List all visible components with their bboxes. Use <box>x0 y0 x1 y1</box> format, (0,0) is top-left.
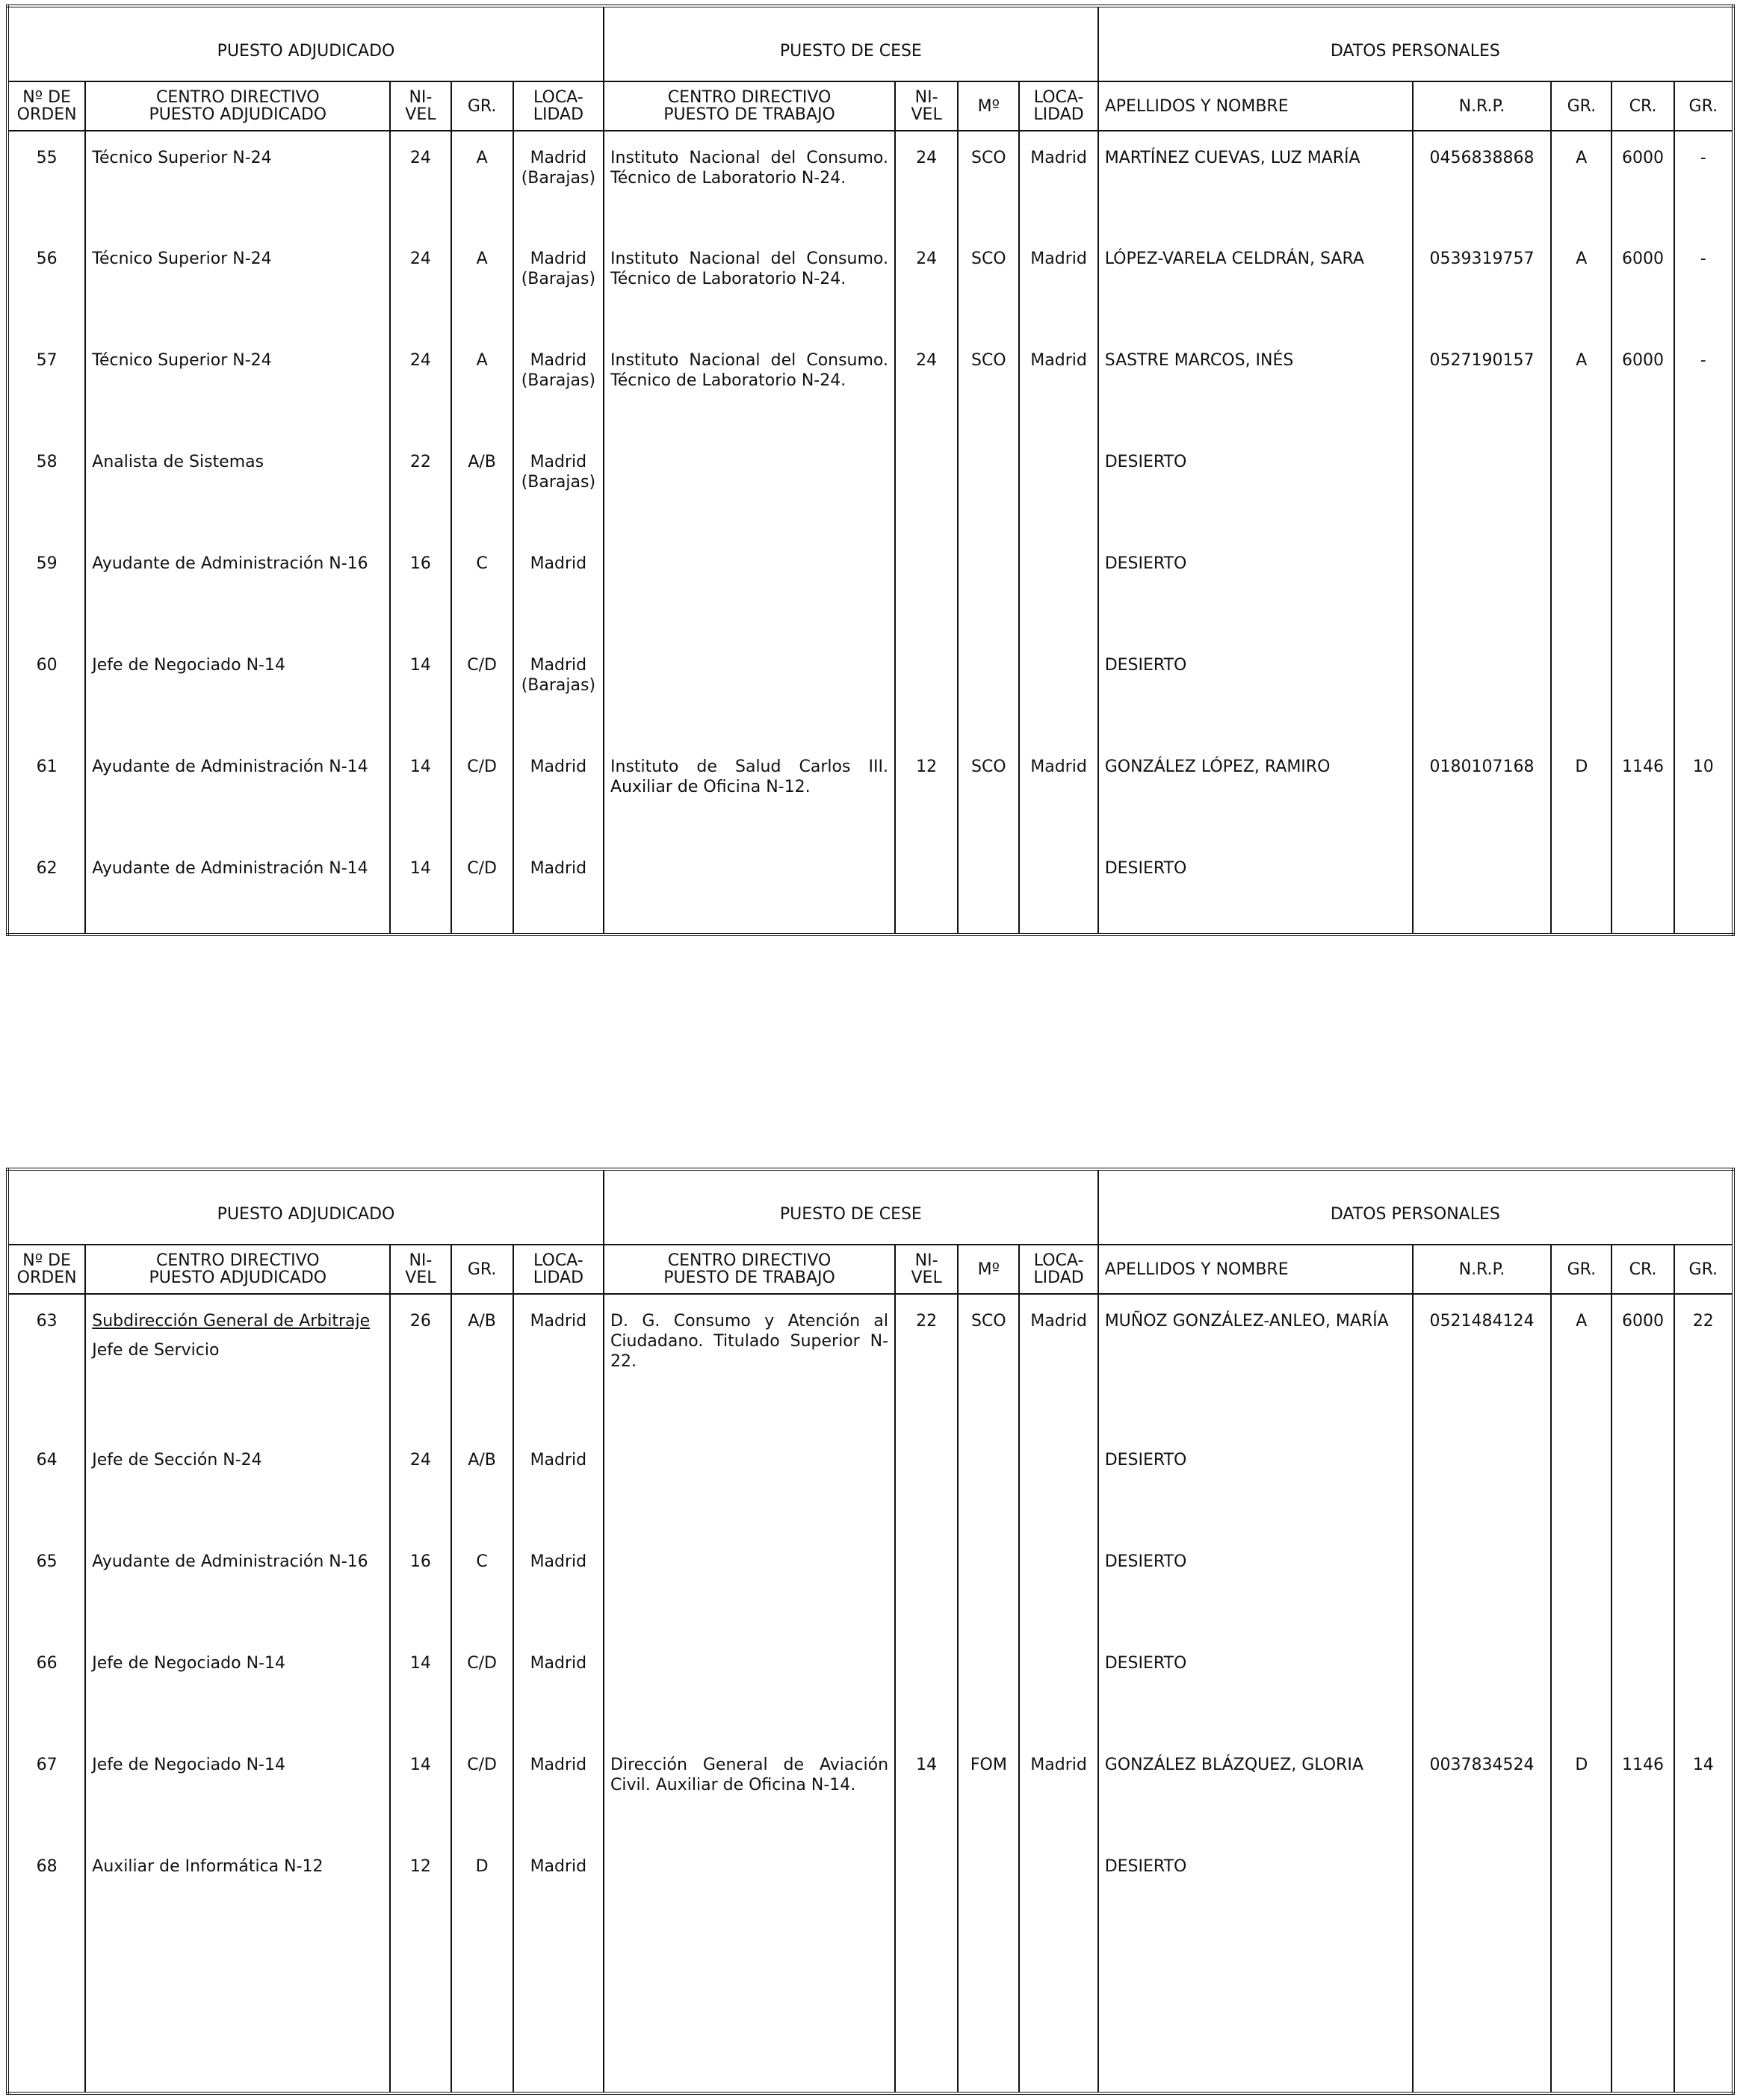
localidad-cell: Madrid (Barajas) <box>513 232 604 334</box>
table-row <box>7 1637 1733 1738</box>
localidad-cell: Madrid (Barajas) <box>513 131 604 232</box>
nrp-cell: 0456838868 <box>1413 131 1551 232</box>
table-1 <box>6 4 1735 936</box>
col-apellidos: APELLIDOS Y NOMBRE <box>1098 1245 1413 1294</box>
localidad-cell: Madrid <box>513 1738 604 1840</box>
gr-cell: A/B <box>451 1294 513 1434</box>
cese-localidad-cell <box>1019 537 1097 639</box>
cr-cell: 6000 <box>1611 1294 1674 1434</box>
cr-cell: 6000 <box>1611 131 1674 232</box>
filler-row <box>7 1942 1733 2093</box>
localidad-cell: Madrid <box>513 1294 604 1434</box>
cese-centro-cell <box>604 1637 895 1738</box>
empty-cell <box>1551 917 1611 935</box>
gr-personal-cell <box>1551 537 1611 639</box>
orden-cell: 61 <box>7 740 85 842</box>
group-header-row <box>7 6 1733 81</box>
empty-cell <box>1413 1942 1551 2093</box>
nivel-cell: 16 <box>390 1535 451 1637</box>
col-localidad: LOCA- LIDAD <box>513 81 604 131</box>
empty-cell <box>513 917 604 935</box>
localidad-cell: Madrid <box>513 1840 604 1942</box>
puesto-text: Jefe de Servicio <box>92 1341 220 1360</box>
empty-cell <box>1413 917 1551 935</box>
cese-centro-cell <box>604 1434 895 1535</box>
ministerio-cell: FOM <box>958 1738 1019 1840</box>
gr-personal-cell <box>1551 639 1611 740</box>
ministerio-cell <box>958 436 1019 537</box>
ministerio-cell: SCO <box>958 232 1019 334</box>
localidad-cell: Madrid (Barajas) <box>513 436 604 537</box>
empty-cell <box>1019 917 1097 935</box>
empty-cell <box>958 1942 1019 2093</box>
col-centro-adjudicado: CENTRO DIRECTIVO PUESTO ADJUDICADO <box>85 1245 390 1294</box>
puesto-adjudicado-cell: Ayudante de Administración N-14 <box>85 842 390 917</box>
nrp-cell: 0521484124 <box>1413 1294 1551 1434</box>
cese-localidad-cell: Madrid <box>1019 1294 1097 1434</box>
cese-localidad-cell <box>1019 1637 1097 1738</box>
gr2-cell <box>1674 842 1733 917</box>
puesto-adjudicado-cell: Ayudante de Administración N-16 <box>85 1535 390 1637</box>
cese-nivel-cell <box>895 436 958 537</box>
col-centro-cese: CENTRO DIRECTIVO PUESTO DE TRABAJO <box>604 81 895 131</box>
gr2-cell <box>1674 1535 1733 1637</box>
col-gr-personal: GR. <box>1551 81 1611 131</box>
table-row <box>7 740 1733 842</box>
gr-cell: A <box>451 232 513 334</box>
nrp-cell: 0527190157 <box>1413 334 1551 436</box>
col-gr2: GR. <box>1674 81 1733 131</box>
table-row <box>7 334 1733 436</box>
cr-cell: 1146 <box>1611 740 1674 842</box>
table-row <box>7 842 1733 917</box>
puesto-adjudicado-cell: Jefe de Negociado N-14 <box>85 1738 390 1840</box>
gr-cell: A <box>451 131 513 232</box>
cese-centro-cell <box>604 537 895 639</box>
cese-nivel-cell: 24 <box>895 232 958 334</box>
filler-row <box>7 917 1733 935</box>
cese-nivel-cell <box>895 842 958 917</box>
col-localidad: LOCA- LIDAD <box>513 1245 604 1294</box>
table-2-body <box>7 1294 1733 2093</box>
orden-cell: 63 <box>7 1294 85 1434</box>
cr-cell: 6000 <box>1611 232 1674 334</box>
cr-cell: 1146 <box>1611 1738 1674 1840</box>
orden-cell: 64 <box>7 1434 85 1535</box>
cese-localidad-cell <box>1019 1434 1097 1535</box>
gr2-cell <box>1674 639 1733 740</box>
cese-nivel-cell: 12 <box>895 740 958 842</box>
empty-cell <box>390 1942 451 2093</box>
table-row <box>7 436 1733 537</box>
gr2-cell <box>1674 537 1733 639</box>
col-cese-localidad: LOCA- LIDAD <box>1019 81 1097 131</box>
col-cr: CR. <box>1611 81 1674 131</box>
empty-cell <box>451 917 513 935</box>
gr-cell: C/D <box>451 740 513 842</box>
nivel-cell: 24 <box>390 232 451 334</box>
gr-personal-cell <box>1551 436 1611 537</box>
gr-personal-cell <box>1551 1840 1611 1942</box>
nombre-cell: GONZÁLEZ LÓPEZ, RAMIRO <box>1098 740 1413 842</box>
localidad-cell: Madrid <box>513 1637 604 1738</box>
cese-centro-cell <box>604 1840 895 1942</box>
col-nivel: NI- VEL <box>390 1245 451 1294</box>
gr-cell: A/B <box>451 1434 513 1535</box>
nombre-cell: MARTÍNEZ CUEVAS, LUZ MARÍA <box>1098 131 1413 232</box>
cr-cell <box>1611 537 1674 639</box>
gr2-cell: 22 <box>1674 1294 1733 1434</box>
nrp-cell <box>1413 537 1551 639</box>
cr-cell <box>1611 1535 1674 1637</box>
col-gr: GR. <box>451 1245 513 1294</box>
cese-centro-cell: Instituto Nacional del Consumo. Técnico de Laboratorio N-24. <box>604 232 895 334</box>
nivel-cell: 14 <box>390 639 451 740</box>
empty-cell <box>1551 1942 1611 2093</box>
gr-cell: C/D <box>451 1738 513 1840</box>
col-cr: CR. <box>1611 1245 1674 1294</box>
table-row <box>7 1840 1733 1942</box>
nombre-cell: DESIERTO <box>1098 436 1413 537</box>
empty-cell <box>85 917 390 935</box>
empty-cell <box>1611 917 1674 935</box>
ministerio-cell <box>958 537 1019 639</box>
orden-cell: 55 <box>7 131 85 232</box>
group-puesto-adjudicado: PUESTO ADJUDICADO <box>7 6 604 81</box>
nombre-cell: DESIERTO <box>1098 842 1413 917</box>
group-header-row <box>7 1169 1733 1245</box>
nrp-cell <box>1413 1840 1551 1942</box>
nombre-cell: DESIERTO <box>1098 639 1413 740</box>
empty-cell <box>1019 1942 1097 2093</box>
puesto-adjudicado-cell: Técnico Superior N-24 <box>85 232 390 334</box>
empty-cell <box>1674 1942 1733 2093</box>
nombre-cell: GONZÁLEZ BLÁZQUEZ, GLORIA <box>1098 1738 1413 1840</box>
cr-cell <box>1611 436 1674 537</box>
gr-personal-cell: D <box>1551 1738 1611 1840</box>
orden-cell: 59 <box>7 537 85 639</box>
ministerio-cell: SCO <box>958 740 1019 842</box>
nivel-cell: 22 <box>390 436 451 537</box>
table-row <box>7 1535 1733 1637</box>
nombre-cell: MUÑOZ GONZÁLEZ-ANLEO, MARÍA <box>1098 1294 1413 1434</box>
cese-nivel-cell <box>895 1535 958 1637</box>
col-ministerio: Mº <box>958 81 1019 131</box>
ministerio-cell: SCO <box>958 334 1019 436</box>
empty-cell <box>604 1942 895 2093</box>
cese-centro-cell: Instituto Nacional del Consumo. Técnico de Laboratorio N-24. <box>604 334 895 436</box>
gr-cell: C/D <box>451 1637 513 1738</box>
nrp-cell: 0180107168 <box>1413 740 1551 842</box>
gr-cell: C <box>451 1535 513 1637</box>
nivel-cell: 16 <box>390 537 451 639</box>
gr-cell: C <box>451 537 513 639</box>
col-cese-nivel: NI- VEL <box>895 81 958 131</box>
empty-cell <box>7 1942 85 2093</box>
gr-cell: A/B <box>451 436 513 537</box>
nrp-cell <box>1413 1535 1551 1637</box>
localidad-cell: Madrid (Barajas) <box>513 334 604 436</box>
gr2-cell: - <box>1674 232 1733 334</box>
gr2-cell <box>1674 1840 1733 1942</box>
cese-localidad-cell: Madrid <box>1019 232 1097 334</box>
nombre-cell: DESIERTO <box>1098 1637 1413 1738</box>
gr-personal-cell <box>1551 1637 1611 1738</box>
nombre-cell: SASTRE MARCOS, INÉS <box>1098 334 1413 436</box>
cese-centro-cell: Instituto Nacional del Consumo. Técnico de Laboratorio N-24. <box>604 131 895 232</box>
ministerio-cell <box>958 639 1019 740</box>
empty-cell <box>1098 1942 1413 2093</box>
nrp-cell <box>1413 1434 1551 1535</box>
nivel-cell: 14 <box>390 842 451 917</box>
cese-nivel-cell <box>895 639 958 740</box>
nivel-cell: 24 <box>390 1434 451 1535</box>
cese-centro-cell <box>604 639 895 740</box>
nivel-cell: 26 <box>390 1294 451 1434</box>
gr-cell: D <box>451 1840 513 1942</box>
localidad-cell: Madrid <box>513 1535 604 1637</box>
col-centro-cese: CENTRO DIRECTIVO PUESTO DE TRABAJO <box>604 1245 895 1294</box>
col-orden: Nº DE ORDEN <box>7 81 85 131</box>
column-header-row <box>7 81 1733 131</box>
subheading: Subdirección General de Arbitraje <box>92 1312 371 1331</box>
cese-nivel-cell <box>895 1840 958 1942</box>
nivel-cell: 14 <box>390 1637 451 1738</box>
empty-cell <box>85 1942 390 2093</box>
localidad-cell: Madrid <box>513 1434 604 1535</box>
cese-localidad-cell <box>1019 842 1097 917</box>
cese-localidad-cell <box>1019 639 1097 740</box>
group-puesto-cese: PUESTO DE CESE <box>604 6 1098 81</box>
group-datos-personales: DATOS PERSONALES <box>1098 6 1733 81</box>
puesto-adjudicado-cell: Analista de Sistemas <box>85 436 390 537</box>
nivel-cell: 12 <box>390 1840 451 1942</box>
nrp-cell: 0037834524 <box>1413 1738 1551 1840</box>
gr2-cell <box>1674 1637 1733 1738</box>
group-puesto-cese: PUESTO DE CESE <box>604 1169 1098 1245</box>
puesto-adjudicado-cell: Técnico Superior N-24 <box>85 334 390 436</box>
cese-nivel-cell: 22 <box>895 1294 958 1434</box>
puesto-adjudicado-cell: Técnico Superior N-24 <box>85 131 390 232</box>
table-row <box>7 1434 1733 1535</box>
cese-localidad-cell: Madrid <box>1019 740 1097 842</box>
col-nrp: N.R.P. <box>1413 81 1551 131</box>
localidad-cell: Madrid <box>513 537 604 639</box>
table-1-body <box>7 131 1733 935</box>
col-gr: GR. <box>451 81 513 131</box>
cr-cell: 6000 <box>1611 334 1674 436</box>
gr-personal-cell: A <box>1551 334 1611 436</box>
nivel-cell: 24 <box>390 131 451 232</box>
gr-personal-cell: D <box>1551 740 1611 842</box>
cese-centro-cell <box>604 1535 895 1637</box>
empty-cell <box>958 917 1019 935</box>
localidad-cell: Madrid (Barajas) <box>513 639 604 740</box>
cese-centro-cell: Dirección General de Aviación Civil. Auxiliar de Oficina N-14. <box>604 1738 895 1840</box>
ministerio-cell <box>958 1434 1019 1535</box>
gr2-cell: 10 <box>1674 740 1733 842</box>
gr-cell: C/D <box>451 639 513 740</box>
cese-localidad-cell <box>1019 1535 1097 1637</box>
puesto-adjudicado-cell: Jefe de Negociado N-14 <box>85 1637 390 1738</box>
ministerio-cell <box>958 842 1019 917</box>
cese-localidad-cell <box>1019 436 1097 537</box>
cr-cell <box>1611 1840 1674 1942</box>
empty-cell <box>451 1942 513 2093</box>
nombre-cell: LÓPEZ-VARELA CELDRÁN, SARA <box>1098 232 1413 334</box>
table-row <box>7 131 1733 232</box>
col-cese-nivel: NI- VEL <box>895 1245 958 1294</box>
col-gr2: GR. <box>1674 1245 1733 1294</box>
cese-nivel-cell <box>895 1434 958 1535</box>
orden-cell: 58 <box>7 436 85 537</box>
gr2-cell <box>1674 1434 1733 1535</box>
nrp-cell <box>1413 842 1551 917</box>
cese-nivel-cell <box>895 1637 958 1738</box>
cr-cell <box>1611 1637 1674 1738</box>
localidad-cell: Madrid <box>513 740 604 842</box>
nivel-cell: 24 <box>390 334 451 436</box>
ministerio-cell <box>958 1840 1019 1942</box>
nrp-cell <box>1413 639 1551 740</box>
cese-localidad-cell <box>1019 1840 1097 1942</box>
col-ministerio: Mº <box>958 1245 1019 1294</box>
cese-centro-cell <box>604 436 895 537</box>
nivel-cell: 14 <box>390 1738 451 1840</box>
gr-personal-cell: A <box>1551 232 1611 334</box>
cr-cell <box>1611 639 1674 740</box>
col-apellidos: APELLIDOS Y NOMBRE <box>1098 81 1413 131</box>
nrp-cell <box>1413 1637 1551 1738</box>
gr-personal-cell: A <box>1551 131 1611 232</box>
group-puesto-adjudicado: PUESTO ADJUDICADO <box>7 1169 604 1245</box>
cese-nivel-cell: 24 <box>895 131 958 232</box>
cese-nivel-cell <box>895 537 958 639</box>
gr2-cell: - <box>1674 334 1733 436</box>
puesto-adjudicado-cell: Jefe de Negociado N-14 <box>85 639 390 740</box>
nrp-cell <box>1413 436 1551 537</box>
table-row <box>7 537 1733 639</box>
table-row <box>7 1294 1733 1434</box>
cese-nivel-cell: 24 <box>895 334 958 436</box>
col-centro-adjudicado: CENTRO DIRECTIVO PUESTO ADJUDICADO <box>85 81 390 131</box>
empty-cell <box>390 917 451 935</box>
orden-cell: 68 <box>7 1840 85 1942</box>
gr-cell: C/D <box>451 842 513 917</box>
cese-localidad-cell: Madrid <box>1019 334 1097 436</box>
puesto-adjudicado-cell: Ayudante de Administración N-16 <box>85 537 390 639</box>
empty-cell <box>895 1942 958 2093</box>
empty-cell <box>1098 917 1413 935</box>
nombre-cell: DESIERTO <box>1098 1535 1413 1637</box>
gr2-cell <box>1674 436 1733 537</box>
empty-cell <box>1611 1942 1674 2093</box>
table-row <box>7 232 1733 334</box>
ministerio-cell <box>958 1637 1019 1738</box>
puesto-adjudicado-cell <box>85 1294 390 1434</box>
orden-cell: 65 <box>7 1535 85 1637</box>
gr-cell: A <box>451 334 513 436</box>
ministerio-cell: SCO <box>958 131 1019 232</box>
col-nivel: NI- VEL <box>390 81 451 131</box>
col-gr-personal: GR. <box>1551 1245 1611 1294</box>
gr2-cell: - <box>1674 131 1733 232</box>
cese-localidad-cell: Madrid <box>1019 1738 1097 1840</box>
col-nrp: N.R.P. <box>1413 1245 1551 1294</box>
cese-centro-cell <box>604 842 895 917</box>
localidad-cell: Madrid <box>513 842 604 917</box>
cr-cell <box>1611 842 1674 917</box>
table-row <box>7 1738 1733 1840</box>
nivel-cell: 14 <box>390 740 451 842</box>
puesto-adjudicado-cell: Auxiliar de Informática N-12 <box>85 1840 390 1942</box>
empty-cell <box>895 917 958 935</box>
orden-cell: 56 <box>7 232 85 334</box>
orden-cell: 60 <box>7 639 85 740</box>
gr-personal-cell <box>1551 1434 1611 1535</box>
table-row <box>7 639 1733 740</box>
cr-cell <box>1611 1434 1674 1535</box>
empty-cell <box>513 1942 604 2093</box>
puesto-adjudicado-cell: Jefe de Sección N-24 <box>85 1434 390 1535</box>
empty-cell <box>1674 917 1733 935</box>
nombre-cell: DESIERTO <box>1098 1434 1413 1535</box>
gr2-cell: 14 <box>1674 1738 1733 1840</box>
orden-cell: 62 <box>7 842 85 917</box>
nombre-cell: DESIERTO <box>1098 1840 1413 1942</box>
empty-cell <box>604 917 895 935</box>
cese-centro-cell: Instituto de Salud Carlos III. Auxiliar de Oficina N-12. <box>604 740 895 842</box>
ministerio-cell <box>958 1535 1019 1637</box>
group-datos-personales: DATOS PERSONALES <box>1098 1169 1733 1245</box>
nombre-cell: DESIERTO <box>1098 537 1413 639</box>
nrp-cell: 0539319757 <box>1413 232 1551 334</box>
cese-nivel-cell: 14 <box>895 1738 958 1840</box>
gr-personal-cell <box>1551 1535 1611 1637</box>
gr-personal-cell <box>1551 842 1611 917</box>
col-orden: Nº DE ORDEN <box>7 1245 85 1294</box>
puesto-adjudicado-cell: Ayudante de Administración N-14 <box>85 740 390 842</box>
gr-personal-cell: A <box>1551 1294 1611 1434</box>
cese-centro-cell: D. G. Consumo y Atención al Ciudadano. Titulado Superior N-22. <box>604 1294 895 1434</box>
column-header-row <box>7 1245 1733 1294</box>
cese-localidad-cell: Madrid <box>1019 131 1097 232</box>
empty-cell <box>7 917 85 935</box>
ministerio-cell: SCO <box>958 1294 1019 1434</box>
col-cese-localidad: LOCA- LIDAD <box>1019 1245 1097 1294</box>
table-2 <box>6 1168 1735 2095</box>
orden-cell: 66 <box>7 1637 85 1738</box>
orden-cell: 67 <box>7 1738 85 1840</box>
orden-cell: 57 <box>7 334 85 436</box>
